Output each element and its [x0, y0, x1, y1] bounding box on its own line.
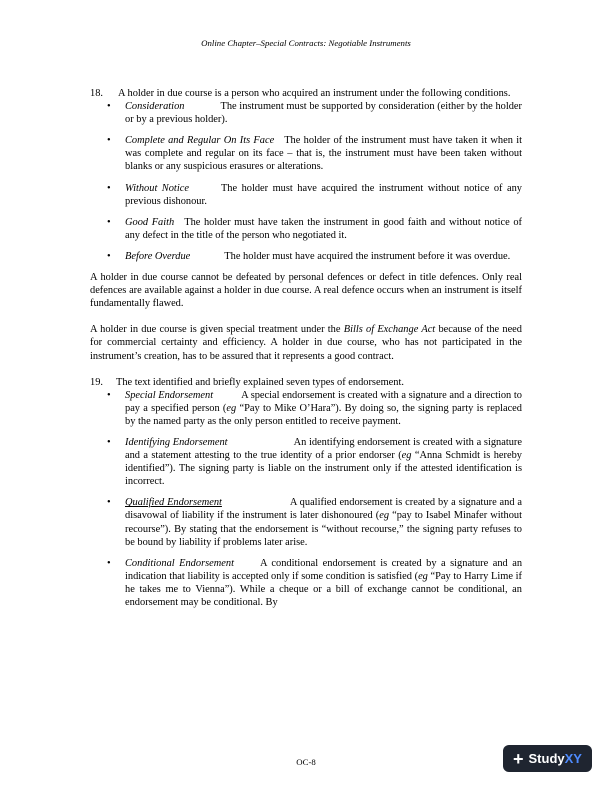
- paragraph-special-treatment: A holder in due course is given special treatment under the Bills of Exchange Act because of the need for commercial certainty and efficiency. A holder in due course, who has not participated in the instrument’s creation, has to be assured that it represents a good contract.: [90, 324, 522, 362]
- q18-item-good-faith: • Good Faith The holder must have taken the instrument in good faith and without notice of any defect in the title of the person who negotiated it.: [125, 216, 522, 242]
- q18-item-complete-regular: • Complete and Regular On Its Face The holder of the instrument must have taken it when it was complete and regular on its face – that is, the instrument must have been taken without blanks or any suspicious erasures or alterations.: [125, 134, 522, 173]
- studyxy-logo-text: StudyXY: [528, 751, 582, 766]
- q19-intro: 19. The text identified and briefly explained seven types of endorsement.: [90, 376, 404, 388]
- q19-item-identifying: • Identifying Endorsement An identifying endorsement is created with a signature and a statement attesting to the true identity of a prior endorser (eg “Anna Schmidt is hereby identified”). The signing party is liable on the instrument only if the attested identification is incorrect.: [125, 436, 522, 488]
- q18-intro: 18. A holder in due course is a person who acquired an instrument under the following conditions.: [90, 88, 511, 99]
- running-header: Online Chapter–Special Contracts: Negotiable Instruments: [201, 38, 411, 48]
- plus-icon: +: [513, 748, 524, 769]
- paragraph-real-defences: A holder in due course cannot be defeated by personal defences or defect in title defences. Only real defences are available against a holder in due course. A real defence occurs when an instrument is itself fundamentally flawed.: [90, 272, 522, 310]
- q18-item-before-overdue: • Before Overdue The holder must have acquired the instrument before it was overdue.: [125, 250, 522, 263]
- q19-item-special: • Special Endorsement A special endorsement is created with a signature and a direction to pay a specified person (eg “Pay to Mike O’Hara”). By doing so, the signing party is replaced by the named party as the only person entitled to receive payment.: [125, 389, 522, 428]
- page-body: [90, 87, 522, 617]
- q19-item-qualified: • Qualified Endorsement A qualified endorsement is created by a signature and a disavowal of liability if the instrument is later dishonoured (eg “pay to Isabel Minafer without recourse”). By stating that the endorsement is “without recourse,” the signing party refuses to be bound by liability if problems later arise.: [125, 496, 522, 548]
- q18-item-consideration: • Consideration The instrument must be supported by consideration (either by the holder or by a previous holder).: [125, 100, 522, 126]
- studyxy-watermark[interactable]: [503, 745, 592, 772]
- q18-condition-list: [90, 100, 522, 263]
- q18-item-without-notice: • Without Notice The holder must have acquired the instrument without notice of any previous dishonour.: [125, 182, 522, 208]
- q19-endorsement-list: [90, 389, 522, 609]
- q18-number: 18.: [90, 88, 103, 99]
- q19-number: 19.: [90, 376, 103, 388]
- q19-item-conditional: • Conditional Endorsement A conditional endorsement is created by a signature and an indication that liability is accepted only if some condition is satisfied (eg “Pay to Harry Lime if he takes me to Vienna”). While a cheque or a bill of exchange cannot be conditional, an endorsement may be conditional. By: [125, 557, 522, 609]
- page-number: OC-8: [296, 757, 316, 767]
